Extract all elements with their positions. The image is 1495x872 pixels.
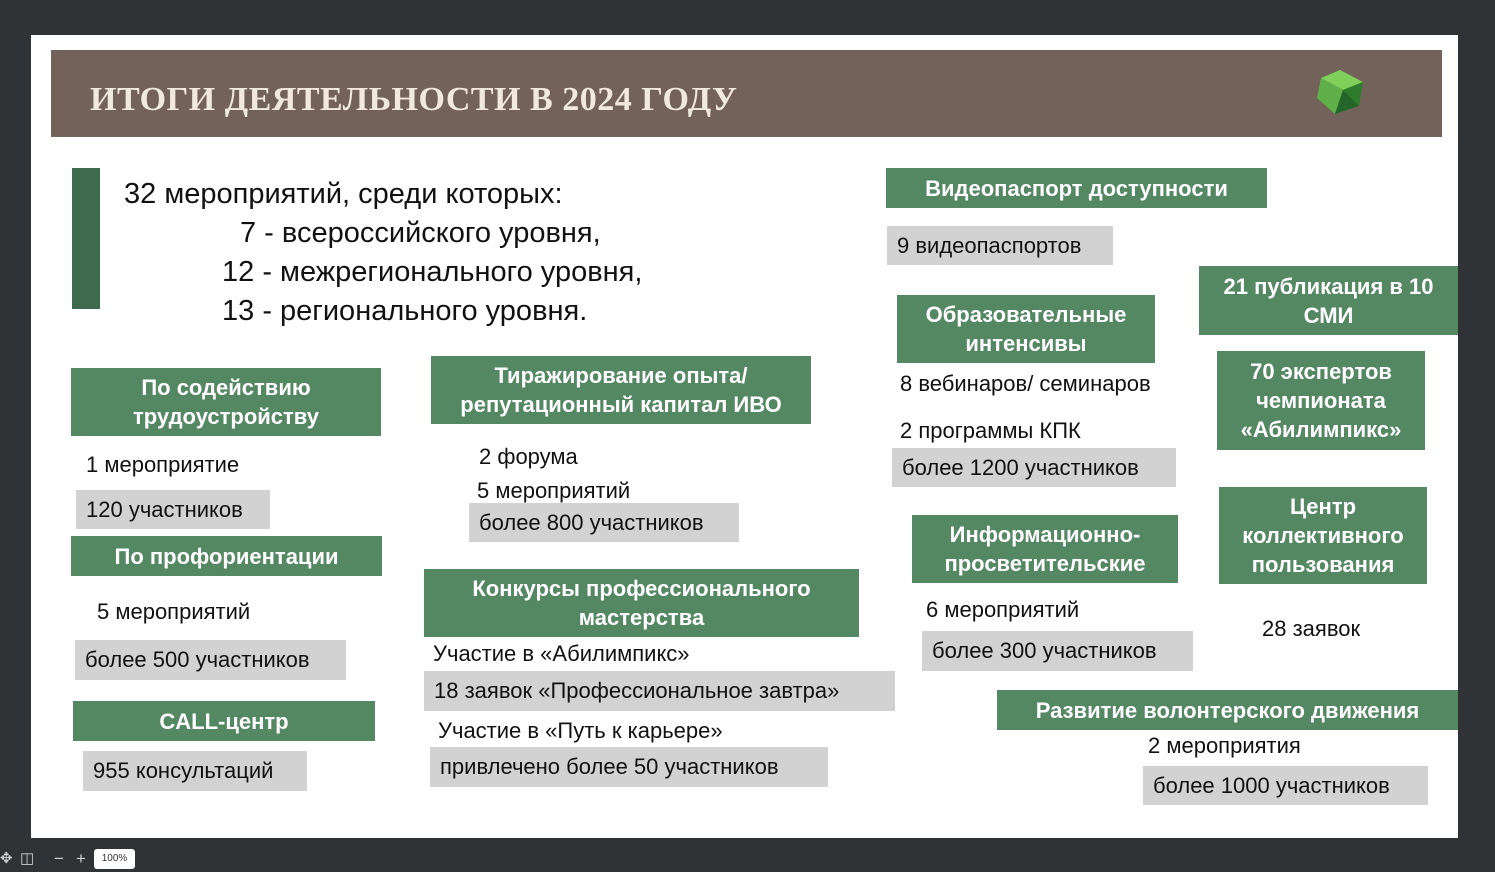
education-title: Образовательные интенсивы: [897, 295, 1155, 363]
publications-title: 21 публикация в 10 СМИ: [1199, 266, 1458, 335]
contests-title: Конкурсы профессионального мастерства: [424, 569, 859, 637]
volunteer-participants: более 1000 участников: [1143, 766, 1428, 805]
career-guidance-title: По профориентации: [71, 536, 382, 576]
info-events: 6 мероприятий: [926, 597, 1080, 622]
info-title: Информационно-просветительские: [912, 515, 1178, 583]
volunteer-events: 2 мероприятия: [1148, 733, 1301, 758]
logo-crystal-icon: [1313, 68, 1367, 116]
volunteer-title: Развитие волонтерского движения: [997, 690, 1458, 730]
zoom-level[interactable]: 100%: [94, 849, 135, 869]
header-banner: [51, 50, 1442, 137]
education-programs: 2 программы КПК: [900, 418, 1081, 443]
summary-accent-bar: [72, 168, 100, 309]
summary-regional: 13 - регионального уровня.: [222, 295, 588, 327]
replication-title: Тиражирование опыта/ репутационный капитал ИВО: [431, 356, 811, 424]
summary-federal: 7 - всероссийского уровня,: [240, 217, 601, 249]
contests-attracted: привлечено более 50 участников: [430, 747, 828, 787]
zoom-out-icon[interactable]: −: [54, 849, 64, 868]
info-participants: более 300 участников: [922, 631, 1193, 671]
replication-events: 5 мероприятий: [477, 478, 631, 503]
page-title: ИТОГИ ДЕЯТЕЛЬНОСТИ В 2024 ГОДУ: [90, 81, 738, 118]
education-webinars: 8 вебинаров/ семинаров: [900, 371, 1151, 396]
slide: [31, 35, 1458, 838]
center-title: Центр коллективного пользования: [1219, 487, 1427, 584]
employment-events: 1 мероприятие: [86, 452, 240, 477]
contests-career-path: Участие в «Путь к карьере»: [438, 718, 723, 743]
career-guidance-events: 5 мероприятий: [97, 599, 251, 624]
contests-abilimpiks: Участие в «Абилимпикс»: [433, 641, 690, 666]
replication-participants: более 800 участников: [469, 503, 739, 542]
move-icon[interactable]: ✥: [0, 850, 13, 867]
replication-forums: 2 форума: [479, 444, 578, 469]
summary-interregional: 12 - межрегионального уровня,: [222, 256, 643, 288]
education-participants: более 1200 участников: [892, 448, 1176, 487]
zoom-in-icon[interactable]: +: [76, 849, 86, 868]
employment-title: По содействию трудоустройству: [71, 368, 381, 436]
employment-participants: 120 участников: [76, 490, 270, 529]
video-passport-title: Видеопаспорт доступности: [886, 168, 1267, 208]
video-passport-count: 9 видеопаспортов: [887, 226, 1113, 265]
summary-total: 32 мероприятий, среди которых:: [124, 178, 563, 210]
call-center-consultations: 955 консультаций: [83, 751, 307, 791]
call-center-title: CALL-центр: [73, 701, 375, 741]
fit-icon[interactable]: ◫: [20, 850, 35, 867]
contests-applications: 18 заявок «Профессиональное завтра»: [424, 671, 895, 711]
career-guidance-participants: более 500 участников: [75, 640, 346, 680]
experts-title: 70 экспертов чемпионата «Абилимпикс»: [1217, 351, 1425, 450]
center-applications: 28 заявок: [1262, 616, 1361, 641]
